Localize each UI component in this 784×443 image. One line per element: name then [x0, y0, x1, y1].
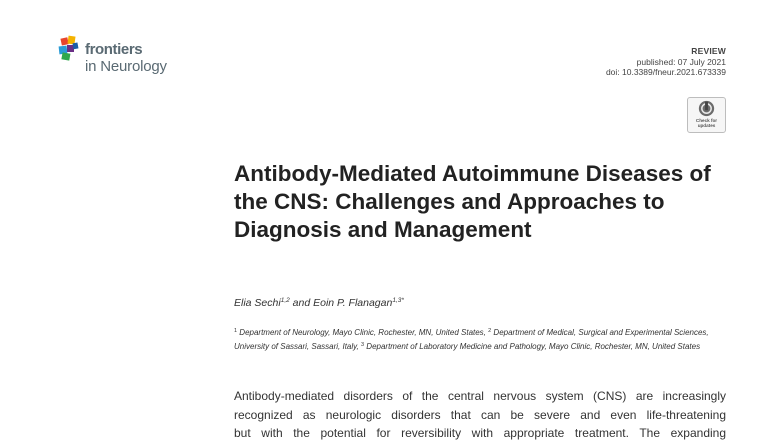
journal-logo — [58, 34, 198, 82]
check-for-updates-badge[interactable] — [687, 97, 726, 133]
affiliation-number: 2 — [488, 328, 492, 334]
affiliation-number: 3 — [361, 342, 365, 348]
authors — [234, 297, 404, 309]
abstract — [234, 387, 726, 443]
affiliation-text: Department of Neurology, Mayo Clinic, Rochester, MN, United States, — [237, 328, 489, 337]
frontiers-logo-icon — [58, 34, 86, 62]
doi[interactable]: doi: 10.3389/fneur.2021.673339 — [605, 67, 726, 77]
author-name[interactable]: Elia Sechi — [234, 297, 281, 309]
abstract-line: Antibody-mediated disorders of the central nervous system (CNS) are increasingly — [234, 389, 726, 403]
journal-name-line1: frontiers — [85, 41, 143, 58]
affiliation-number: 1 — [234, 328, 238, 334]
article-type: REVIEW — [691, 46, 726, 56]
affiliation-text: Department of Medical, Surgical and Experimental Sciences, University of Sassari, Sassari, Italy, — [234, 328, 709, 351]
article-meta — [606, 46, 726, 78]
article-title: Antibody-Mediated Autoimmune Diseases of the CNS: Challenges and Approaches to Diagnosis and Management — [234, 161, 711, 243]
abstract-line: but with the potential for reversibility with appropriate treatment. The expanding — [234, 426, 726, 440]
check-for-updates-label: Check for updates — [695, 118, 718, 128]
published-date: published: 07 July 2021 — [636, 56, 726, 67]
affiliation-text: Department of Laboratory Medicine and Pathology, Mayo Clinic, Rochester, MN, United States — [364, 342, 701, 351]
check-for-updates-icon — [698, 100, 715, 117]
author-affiliation-sup: 1,3* — [392, 297, 404, 304]
author-name[interactable]: Eoin P. Flanagan — [313, 297, 393, 309]
author-affiliation-sup: 1,2 — [280, 297, 290, 304]
author-conjunction: and — [289, 297, 314, 309]
journal-name-line2: in Neurology — [85, 58, 167, 75]
affiliations — [234, 325, 726, 353]
abstract-line: recognized as neurologic disorders that can be severe and even life-threatening — [234, 407, 726, 422]
